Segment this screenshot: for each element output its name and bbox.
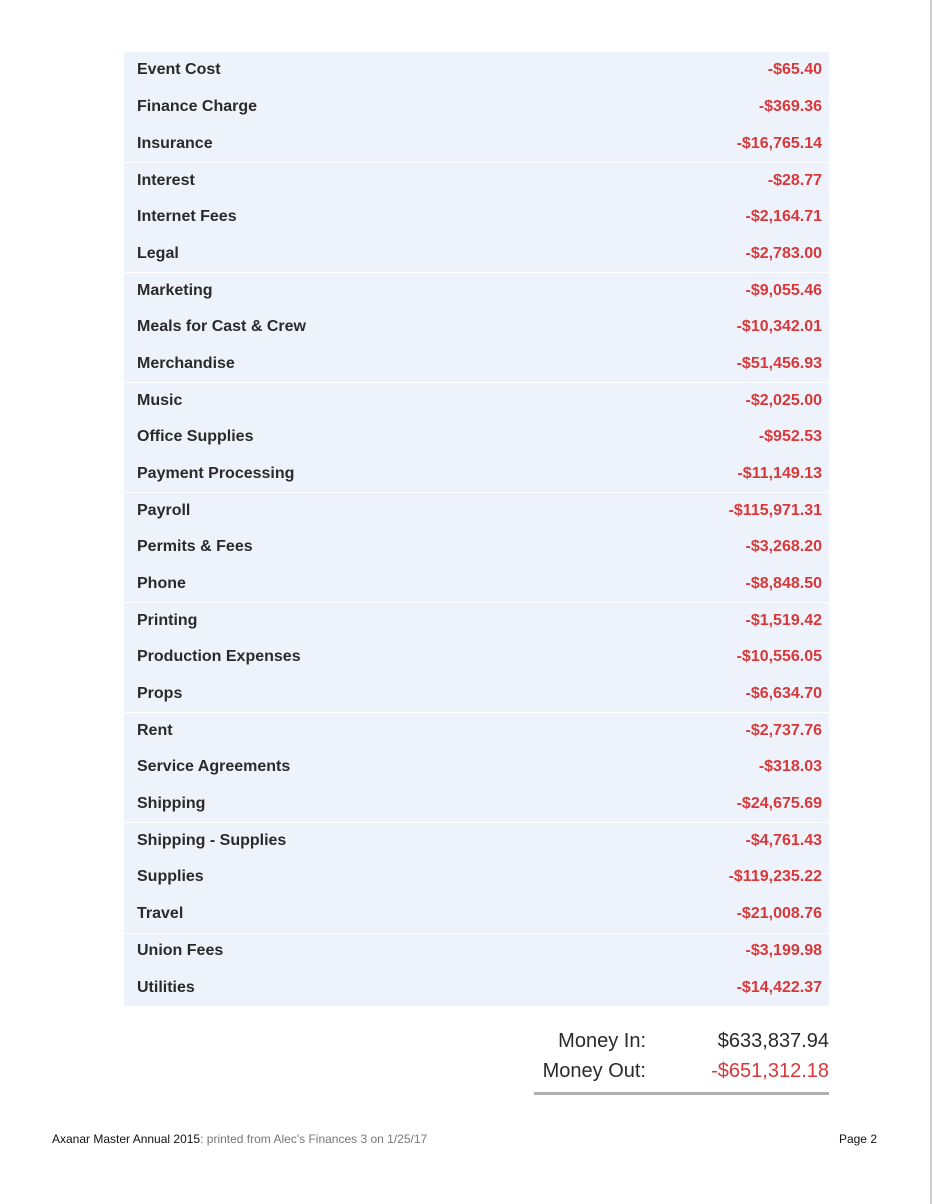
expense-row [124,346,829,383]
expense-table [124,52,829,1006]
expense-category: Legal [137,244,179,262]
expense-amount: -$10,342.01 [736,318,822,336]
expense-category: Production Expenses [137,648,301,666]
money-out-label: Money Out: [542,1059,646,1082]
expense-category: Music [137,392,183,410]
expense-amount: -$952.53 [758,428,822,446]
expense-category: Phone [137,574,186,592]
expense-category: Payroll [137,502,191,520]
expense-category: Utilities [137,978,195,996]
expense-amount: -$1,519.42 [745,612,822,630]
expense-row [124,456,829,493]
expense-amount: -$2,737.76 [745,722,822,740]
expense-row [124,419,829,456]
expense-row [124,162,829,199]
expense-row [124,492,829,529]
expense-row [124,272,829,309]
expense-row [124,639,829,676]
expense-row [124,933,829,970]
expense-category: Event Cost [137,61,221,79]
expense-category: Union Fees [137,942,224,960]
expense-amount: -$2,783.00 [745,244,822,262]
expense-row [124,896,829,933]
page-edge [930,0,932,1204]
expense-amount: -$2,025.00 [745,392,822,410]
expense-amount: -$119,235.22 [728,868,822,886]
expense-category: Service Agreements [137,758,291,776]
expense-amount: -$6,634.70 [745,685,822,703]
expense-category: Travel [137,905,184,923]
expense-row [124,235,829,272]
expense-amount: -$24,675.69 [736,795,822,813]
expense-row [124,89,829,126]
expense-amount: -$2,164.71 [745,208,822,226]
expense-row [124,382,829,419]
expense-row [124,529,829,566]
summary-block [534,1026,829,1095]
expense-category: Marketing [137,281,213,299]
expense-amount: -$9,055.46 [745,281,822,299]
expense-category: Internet Fees [137,208,237,226]
expense-row [124,52,829,89]
expense-amount: -$8,848.50 [745,574,822,592]
expense-row [124,712,829,749]
expense-amount: -$115,971.31 [728,502,822,520]
footer-report-title: Axanar Master Annual 2015 [52,1132,201,1146]
expense-amount: -$51,456.93 [736,354,822,372]
expense-row [124,749,829,786]
expense-amount: -$11,149.13 [737,464,822,482]
expense-category: Shipping [137,795,206,813]
summary-divider [534,1092,829,1095]
expense-amount: -$28.77 [767,171,822,189]
expense-category: Payment Processing [137,464,295,482]
expense-row [124,822,829,859]
expense-category: Merchandise [137,354,235,372]
expense-row [124,602,829,639]
expense-amount: -$14,422.37 [736,978,822,996]
expense-category: Rent [137,722,173,740]
expense-row [124,786,829,823]
expense-row [124,969,829,1006]
expense-amount: -$10,556.05 [736,648,822,666]
expense-row [124,199,829,236]
footer-printed-info: : printed from Alec's Finances 3 on 1/25/17 [200,1132,428,1146]
expense-category: Interest [137,171,195,189]
expense-amount: -$16,765.14 [736,134,822,152]
expense-row [124,676,829,713]
expense-row [124,859,829,896]
expense-amount: -$3,199.98 [745,942,822,960]
expense-category: Props [137,685,183,703]
expense-category: Insurance [137,134,213,152]
expense-amount: -$369.36 [758,98,822,116]
expense-amount: -$65.40 [767,61,822,79]
money-in-row [534,1026,829,1056]
expense-category: Office Supplies [137,428,254,446]
expense-amount: -$4,761.43 [745,832,822,850]
footer-report-info [52,1132,427,1146]
money-out-value: -$651,312.18 [711,1059,829,1082]
expense-amount: -$21,008.76 [736,905,822,923]
expense-category: Permits & Fees [137,538,253,556]
expense-category: Shipping - Supplies [137,832,287,850]
money-in-label: Money In: [558,1029,646,1052]
expense-category: Supplies [137,868,204,886]
page-footer [52,1132,877,1146]
expense-row [124,566,829,603]
expense-amount: -$318.03 [758,758,822,776]
expense-amount: -$3,268.20 [745,538,822,556]
expense-row [124,309,829,346]
money-out-row [534,1056,829,1086]
expense-category: Printing [137,612,198,630]
expense-category: Meals for Cast & Crew [137,318,306,336]
expense-row [124,125,829,162]
footer-page-number: Page 2 [838,1132,877,1146]
expense-category: Finance Charge [137,98,258,116]
money-in-value: $633,837.94 [717,1029,829,1052]
